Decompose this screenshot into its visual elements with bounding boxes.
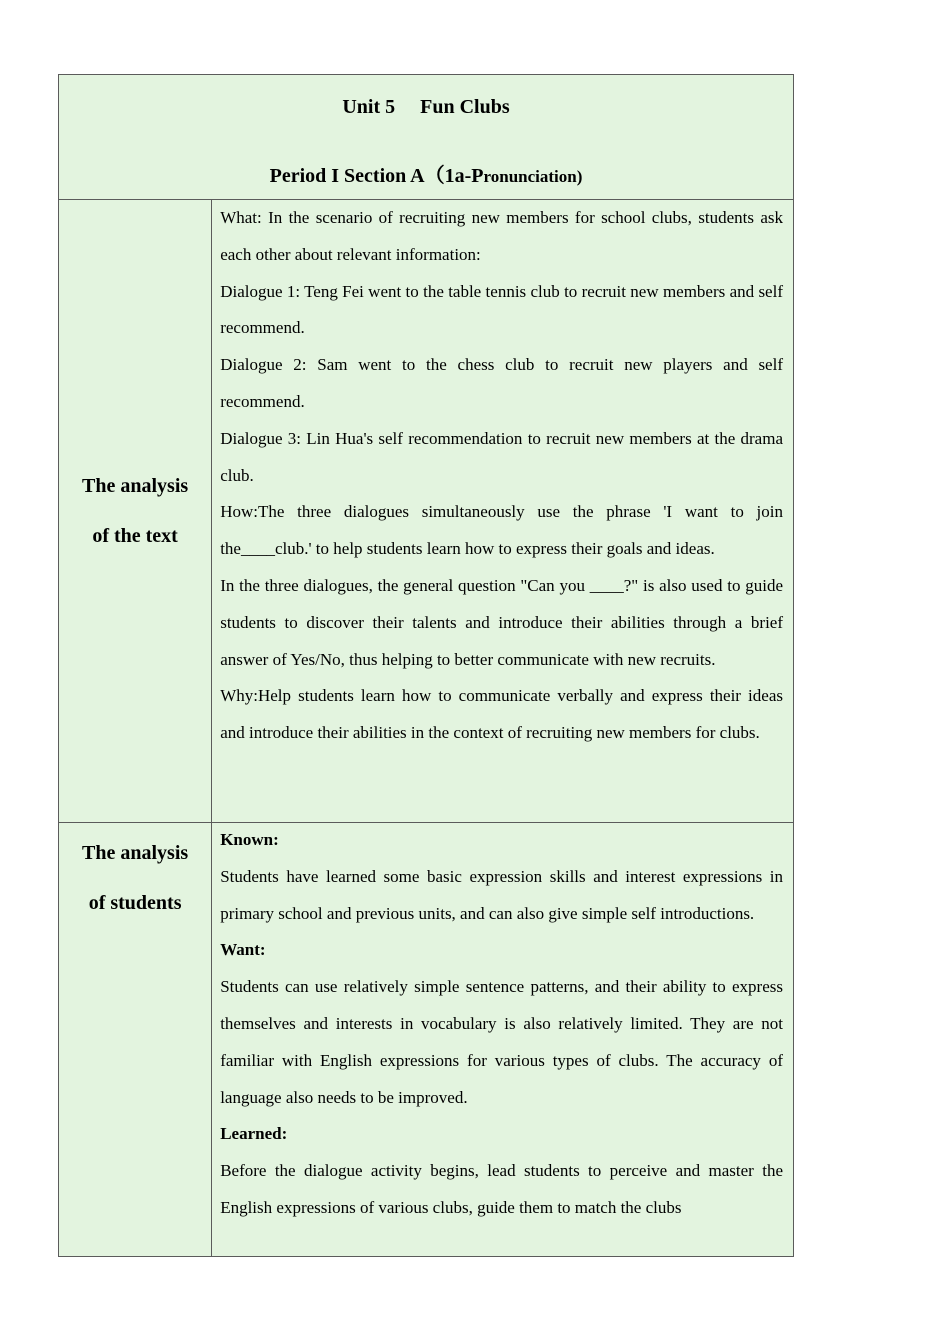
text-paragraph-what: What: In the scenario of recruiting new members for school clubs, students ask each other about relevant information: (220, 208, 783, 264)
period-title (59, 159, 793, 188)
unit-title: Unit 5 Fun Clubs (342, 96, 510, 118)
text-analysis-content (212, 200, 794, 823)
title-row (59, 75, 794, 200)
lesson-plan-table (58, 74, 794, 1257)
text-analysis-row (59, 200, 794, 823)
title-cell (59, 75, 794, 200)
want-text: Students can use relatively simple sentence patterns, and their ability to express themselves and interests in vocabulary is also relatively limited. They are not familiar with English expressions for various types of clubs. The accuracy of language also needs to be improved. (220, 977, 783, 1107)
student-analysis-row (59, 823, 794, 1257)
text-paragraph-why: Why:Help students learn how to communicate verbally and express their ideas and introduce their abilities in the context of recruiting new members for clubs. (220, 686, 783, 743)
text-paragraph-general-question: In the three dialogues, the general question "Can you ____?" is also used to guide students to discover their talents and introduce their abilities through a brief answer of Yes/No, thus helping to better communicate with new recruits. (220, 575, 783, 669)
period-title-main: Period I Section A（1a-P (269, 165, 484, 187)
student-analysis-inner (220, 823, 783, 1251)
learned-text: Before the dialogue activity begins, lead students to perceive and master the English expressions of various clubs, guide them to match the clubs (220, 1161, 783, 1217)
student-analysis-content (212, 823, 794, 1257)
student-analysis-label (59, 823, 212, 1257)
student-analysis-label-line2: of students (88, 892, 182, 914)
text-analysis-label-line2: of the text (92, 525, 178, 547)
learned-heading: Learned: (220, 1124, 288, 1144)
text-analysis-label (59, 200, 212, 823)
period-title-small: ronunciation) (483, 167, 583, 186)
student-analysis-label-line1: The analysis (82, 842, 189, 864)
text-paragraph-dialogue-1: Dialogue 1: Teng Fei went to the table tennis club to recruit new members and self recommend. (220, 281, 783, 338)
known-heading: Known: (220, 830, 279, 849)
text-analysis-label-line1: The analysis (82, 475, 189, 497)
text-paragraph-dialogue-3: Dialogue 3: Lin Hua's self recommendation to recruit new members at the drama club. (220, 428, 783, 485)
known-text: Students have learned some basic expression skills and interest expressions in primary school and previous units, and can also give simple self introductions. (220, 866, 783, 923)
text-paragraph-dialogue-2: Dialogue 2: Sam went to the chess club to recruit new players and self recommend. (220, 355, 783, 411)
want-heading: Want: (220, 940, 266, 960)
text-paragraph-how: How:The three dialogues simultaneously use the phrase 'I want to join the____club.' to help students learn how to express their goals and ideas. (220, 502, 783, 559)
